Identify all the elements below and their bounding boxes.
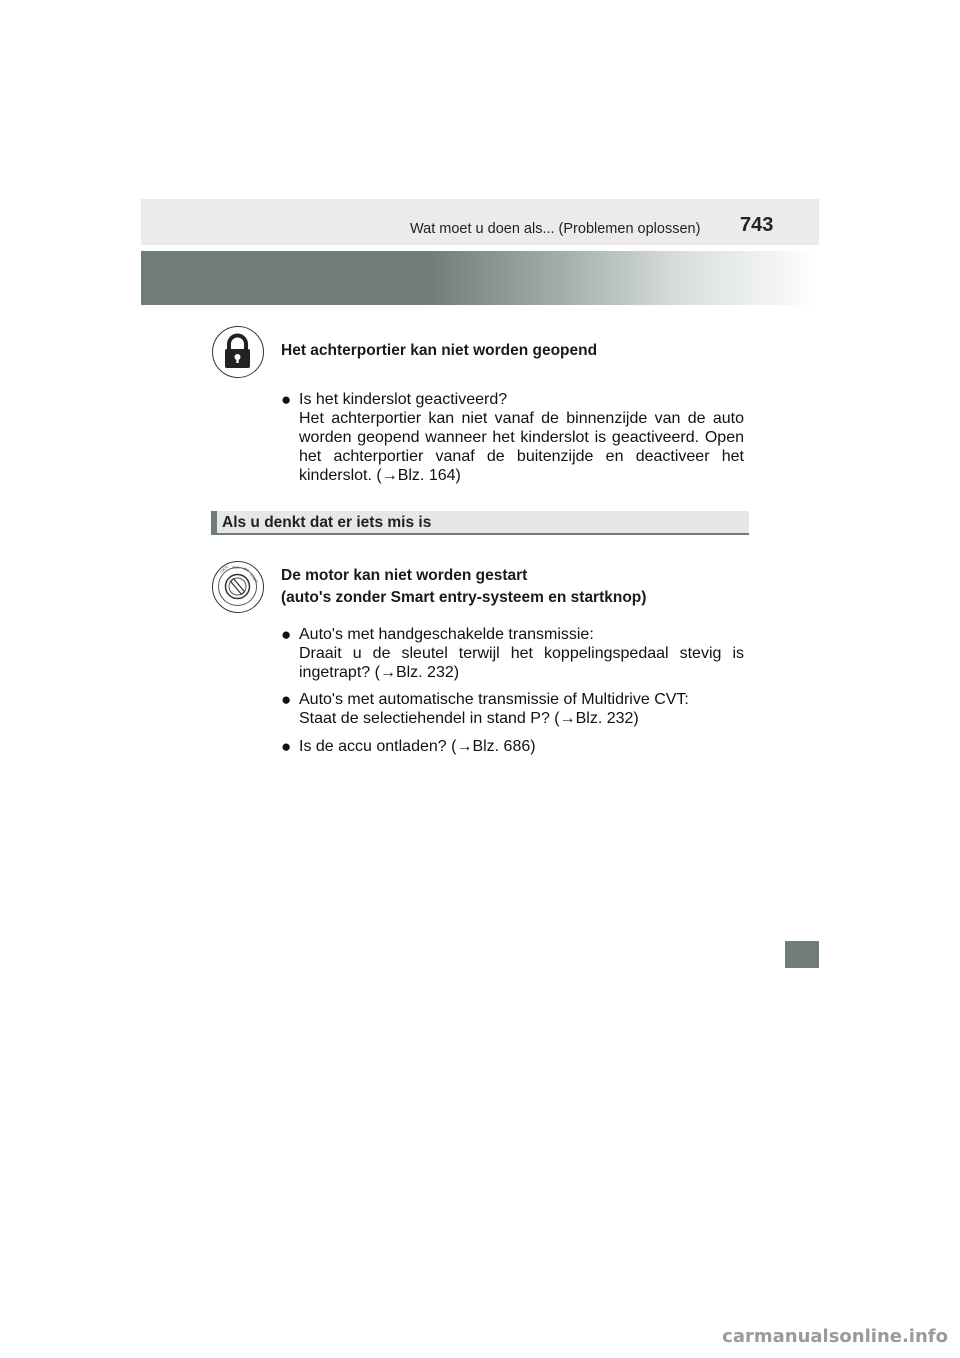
list-item-text: [299, 737, 744, 756]
section2-heading-line2: (auto's zonder Smart entry-systeem en startknop): [281, 589, 647, 606]
header-title: Wat moet u doen als... (Problemen oplossen): [410, 221, 701, 237]
bullet-icon: ●: [281, 690, 292, 709]
chapter-gradient-bar: [141, 251, 819, 305]
bullet-icon: ●: [281, 390, 292, 409]
section-title: Als u denkt dat er iets mis is: [222, 514, 432, 531]
svg-text:ON: ON: [242, 566, 250, 573]
svg-text:ACC: ACC: [232, 565, 240, 570]
lock-icon: [212, 326, 264, 378]
list-item-body: Draait u de sleutel terwijl het koppelingspedaal stevig is ingetrapt? (→Blz. 232): [299, 645, 744, 681]
bullet-icon: ●: [281, 625, 292, 644]
list-item-title: Auto's met automatische transmissie of Multidrive CVT:: [299, 691, 689, 708]
section1-heading: Het achterportier kan niet worden geopend: [281, 342, 598, 359]
ignition-switch-icon: [212, 561, 264, 613]
list-item-body: Staat de selectiehendel in stand P? (→Blz. 232): [299, 710, 639, 727]
list-item-title: Is de accu ontladen? (→Blz. 686): [299, 738, 536, 755]
list-item-question: Is het kinderslot geactiveerd?: [299, 391, 508, 408]
list-item-text: [299, 625, 744, 682]
chapter-side-tab: [785, 941, 819, 968]
list-item-text: [299, 390, 744, 485]
list-item-body: Het achterportier kan niet vanaf de binnenzijde van de auto worden geopend wanneer het kinderslot is geactiveerd. Open het achterportier vanaf de buitenzijde en deactiveer het kinderslot. (→Blz. 164): [299, 410, 744, 484]
svg-text:LOCK: LOCK: [218, 564, 230, 575]
section2-heading-line1: De motor kan niet worden gestart: [281, 567, 528, 584]
page-number: 743: [740, 214, 774, 236]
list-item-title: Auto's met handgeschakelde transmissie:: [299, 626, 594, 643]
svg-text:START: START: [248, 572, 259, 585]
bullet-icon: ●: [281, 737, 292, 756]
watermark: carmanualsonline.info: [722, 1326, 948, 1347]
list-item-text: [299, 690, 744, 728]
